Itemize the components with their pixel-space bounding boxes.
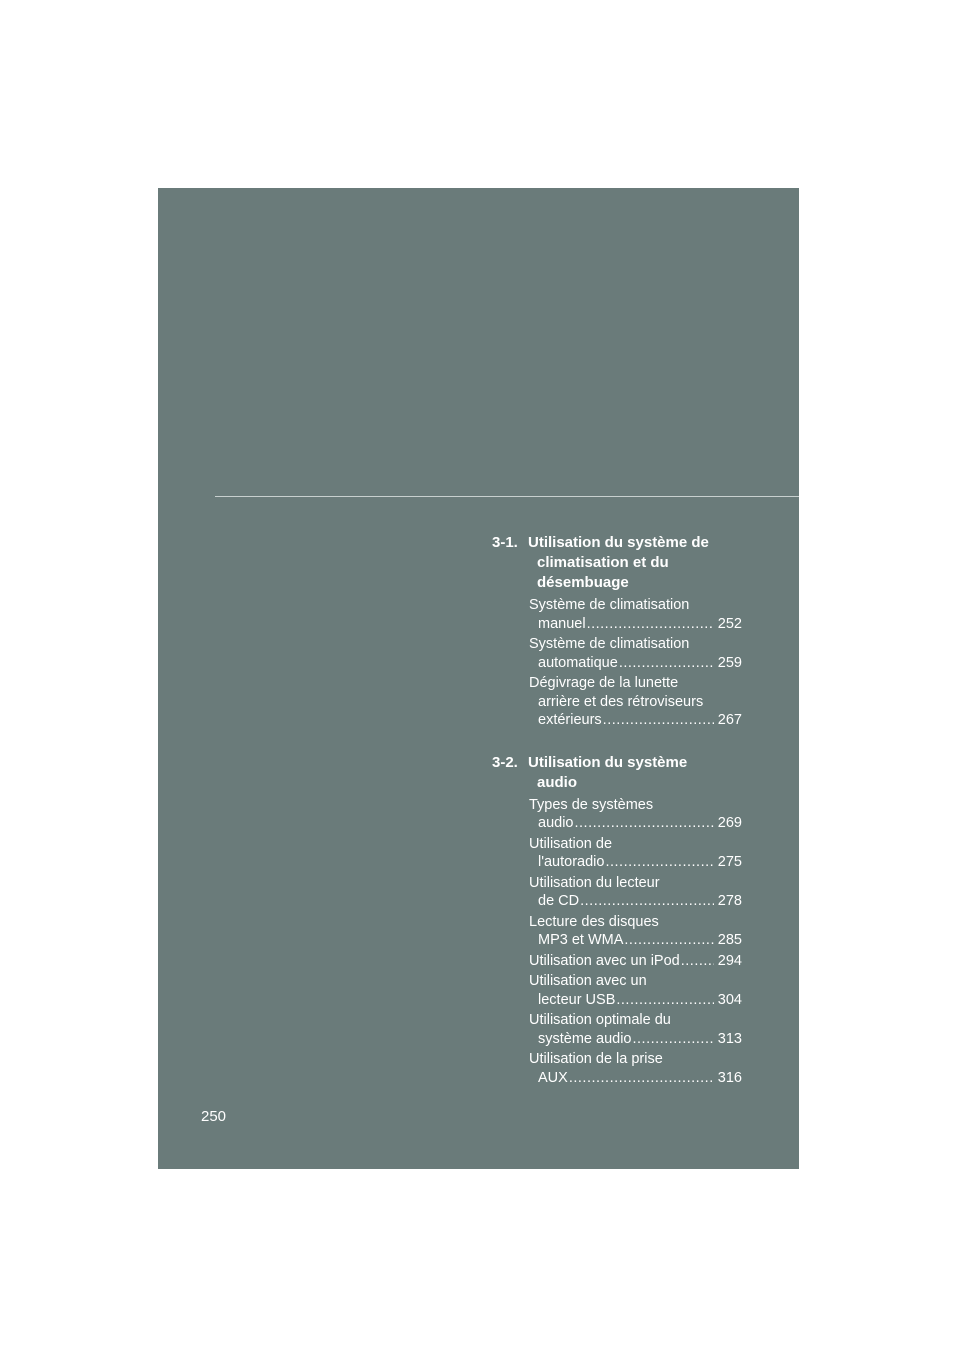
page-ref: 294	[717, 952, 742, 969]
toc-entry[interactable]: Utilisation avec un lecteur USB ..... 304	[529, 972, 742, 1009]
entry-title: Dégivrage de la lunette	[529, 675, 679, 691]
toc-entry[interactable]: Système de climatisation automatique ..... 259	[529, 635, 742, 672]
section-heading[interactable]	[490, 533, 742, 593]
dot-leader	[681, 952, 714, 971]
toc-entry[interactable]: Système de climatisation manuel ..... 252	[529, 596, 742, 633]
section-number: 3-2.	[492, 753, 518, 771]
entry-title: Utilisation avec un	[529, 973, 647, 989]
page-ref: 259	[717, 654, 742, 671]
entry-title: Système de climatisation	[529, 597, 690, 613]
dot-leader	[603, 711, 714, 730]
dot-leader	[624, 931, 713, 950]
page-ref: 313	[717, 1030, 742, 1047]
entry-title: Types de systèmes	[529, 796, 654, 813]
entry-title: Lecture des disques	[529, 913, 659, 930]
page-ref: 285	[717, 932, 742, 948]
dot-leader	[569, 1069, 714, 1088]
section-title: Utilisation du système audio	[528, 753, 688, 791]
toc-entry[interactable]: Utilisation de la prise AUX ..... 316	[529, 1050, 742, 1087]
toc-entry[interactable]: Utilisation de l'autoradio ..... 275	[529, 835, 742, 872]
divider-line	[215, 496, 799, 497]
section-heading[interactable]	[490, 753, 742, 793]
toc-section	[490, 753, 742, 1088]
page-number: 250	[201, 1108, 227, 1125]
section-title: Utilisation du système de climatisation et du désembuage	[528, 534, 709, 591]
toc-entry[interactable]: Utilisation avec un iPod ..... 294	[529, 952, 742, 971]
dot-leader	[605, 853, 713, 872]
page-ref: 269	[717, 815, 742, 831]
entry-title: Utilisation optimale du	[529, 1012, 671, 1028]
entry-title: Utilisation du lecteur	[529, 874, 660, 891]
toc-entry[interactable]: Dégivrage de la lunette arrière et des rétroviseurs extérieurs ..... 267	[529, 674, 742, 730]
entry-title: Système de climatisation	[529, 636, 690, 652]
toc-section	[490, 533, 742, 730]
page-ref: 278	[717, 893, 742, 909]
entry-title: Utilisation de	[529, 835, 613, 852]
toc-entry[interactable]: Utilisation optimale du système audio ..... 313	[529, 1011, 742, 1048]
dot-leader	[574, 814, 713, 833]
dot-leader	[587, 615, 714, 634]
toc-entry[interactable]: Utilisation du lecteur de CD ..... 278	[529, 874, 742, 911]
dot-leader	[616, 991, 713, 1010]
toc-entry[interactable]: Types de systèmes audio ..... 269	[529, 796, 742, 833]
page-ref: 252	[717, 615, 742, 632]
section-number: 3-1.	[492, 534, 518, 551]
table-of-contents	[490, 533, 742, 1110]
page-ref: 316	[717, 1069, 742, 1086]
dot-leader	[619, 654, 714, 673]
page-ref: 267	[717, 712, 742, 728]
page-ref: 275	[717, 854, 742, 870]
toc-entry[interactable]: Lecture des disques MP3 et WMA ..... 285	[529, 913, 742, 950]
entry-title: Utilisation de la prise	[529, 1051, 663, 1067]
dot-leader	[580, 892, 714, 911]
page-ref: 304	[717, 991, 742, 1008]
dot-leader	[633, 1030, 714, 1049]
